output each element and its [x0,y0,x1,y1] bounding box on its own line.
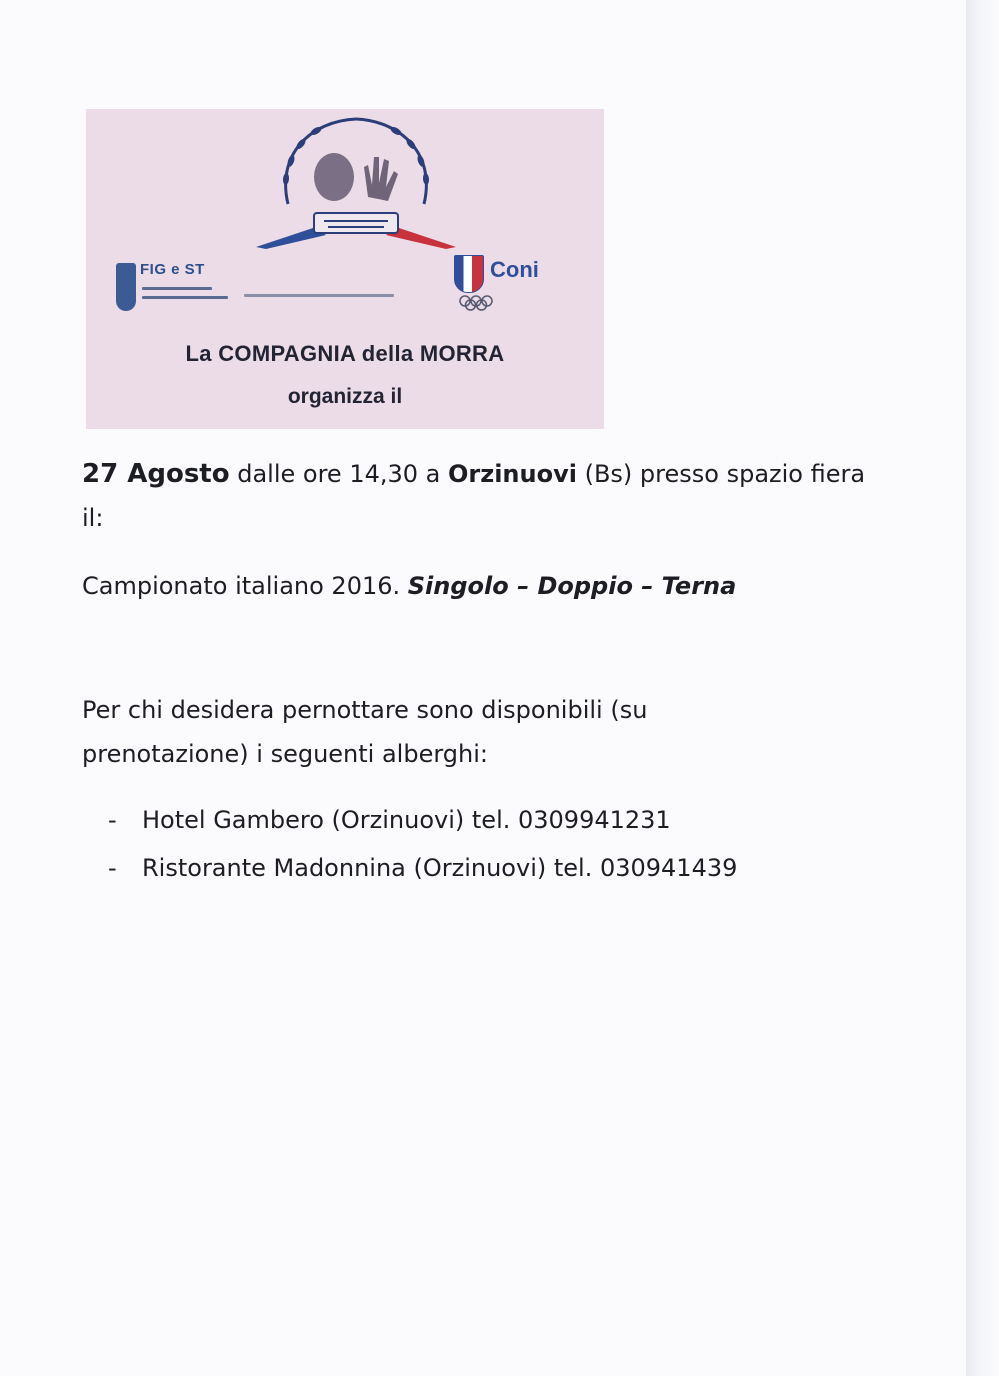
coni-label: Coni [490,257,539,282]
list-dash: - [108,854,117,882]
championship-text: Campionato italiano 2016. [82,572,408,600]
list-dash: - [108,806,117,834]
event-details [82,452,882,540]
event-date: 27 Agosto [82,459,230,489]
championship-line [82,564,902,608]
list-item [108,844,737,892]
coni-shield-icon [454,255,484,293]
morra-emblem-logo [256,109,456,249]
championship-categories: Singolo – Doppio – Terna [407,572,737,600]
hotel-entry: Hotel Gambero (Orzinuovi) tel. 0309941231 [142,806,671,834]
fig-est-subtext [142,287,228,305]
olympic-rings-icon [458,295,494,311]
fig-est-label: FIG e ST [140,261,205,278]
coni-logo [454,255,564,315]
organizer-title: La COMPAGNIA della MORRA [185,341,505,366]
event-time-text: dalle ore 14,30 a [229,460,448,488]
shield-icon [116,263,136,311]
event-venue-text: (Bs) presso spazio fiera il: [82,460,866,532]
organizer-subtitle: organizza il [287,385,403,408]
hotel-entry: Ristorante Madonnina (Orzinuovi) tel. 030941439 [142,854,738,882]
lodging-intro: Per chi desidera pernottare sono disponibili (su prenotazione) i seguenti alberghi: [82,696,648,768]
discipline-caption [244,294,394,297]
list-item [108,796,737,844]
event-banner [86,109,604,429]
scan-margin [966,0,999,1376]
hotel-list [108,796,737,892]
event-place: Orzinuovi [448,460,577,488]
fig-est-logo [116,263,256,313]
